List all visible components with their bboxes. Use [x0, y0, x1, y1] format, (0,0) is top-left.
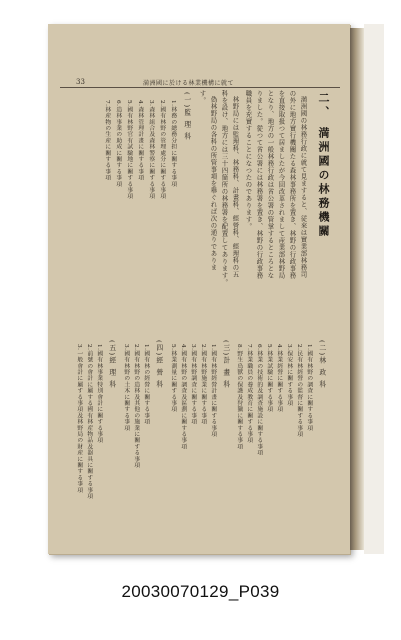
paragraph-line: す。 [198, 90, 207, 104]
kanri-item: 5.國有林野官有試驗地に關する事項 [125, 100, 132, 200]
ringyo-item: 3.保安林に關する事項 [285, 344, 292, 407]
ringyo-item: 4.林業經營に關する事項 [275, 344, 282, 413]
paragraph-line: 偽林野局の各科の所管事項を舉ぐれば次の通りでありま [209, 96, 218, 271]
page-edge [350, 28, 364, 550]
kanri-heading: (一)監 理 科 [182, 92, 191, 141]
keiri-item: 2.前號の會計に屬する國有林産物品及器具に關する事項 [85, 344, 92, 500]
keikaku-item: 3.國有林野調査に關する事項 [189, 344, 196, 425]
keiri-heading: (五)經 理 科 [107, 340, 116, 389]
ringyo-heading: (二)林 政 科 [317, 340, 326, 389]
paragraph-line: を直接取扱つて居ましたが今回改革されまして産業部林野局 [277, 90, 286, 279]
kanri-item: 1.林務の總務分担に關する事項 [169, 100, 176, 187]
kanri-item: 7.林産物の生産に關する事項 [103, 100, 110, 181]
kanri-item: 6.造林事業の助成に關する事項 [114, 100, 121, 187]
paragraph-line: 満洲國の林務行政に就て見ますると、従來は實業部林務司 [299, 96, 308, 278]
paragraph-line: 科を設け、地方には三十四箇所の林務署を配置してあります。 [220, 90, 229, 286]
keiei-heading: (四)經 營 科 [154, 340, 163, 389]
paragraph-line: となり、地方の一般林務行政は省公署の管掌するところとな [266, 90, 275, 279]
page-number: 33 [76, 78, 85, 86]
kanri-item: 4.森林管理計畫に關する事項 [136, 100, 143, 181]
image-caption: 20030070129_P039 [121, 582, 280, 601]
keikaku-item: 2.國有林野施業に關する事項 [199, 344, 206, 425]
ringyo-item: 8.野生鳥獸の保護及狩獵に關する事項 [235, 344, 242, 450]
keikaku-item: 4.國有林野の調査及區劃に關する事項 [179, 344, 186, 450]
ringyo-item: 5.林業試驗に關する事項 [265, 344, 272, 413]
keiri-item: 3.一般會計に屬する事項及林野局の財産に關する事項 [75, 344, 82, 493]
header-rule [60, 87, 340, 88]
keiei-item: 1.國有林の經營に關する事項 [142, 344, 149, 425]
ringyo-item: 6.林業の技術的及調査施設に關する事項 [255, 344, 262, 456]
ringyo-item: 2.民有林經營の監督に關する事項 [295, 344, 302, 438]
running-head: 満洲國に於ける林業機構に就て [143, 80, 235, 87]
paragraph-line: の外に地方實行機關たる森林事務所を置き、林野の行政事務 [288, 90, 297, 279]
paragraph-line: 職員を充實することになつたのであります。 [244, 90, 253, 230]
keiri-item: 1.國有林事業特別會計に關する事項 [95, 344, 102, 444]
kanri-item: 3.森林組合及森林警察に關する事項 [147, 100, 154, 200]
ringyo-item: 1.國有林野の調査に關する事項 [305, 344, 312, 431]
keikaku-item: 5.林業測量に關する事項 [169, 344, 176, 413]
paragraph-line: りました。從つて省公署には林務署を置き、林野の行政事務 [255, 90, 264, 279]
keiei-item: 3.國有林野の土木に關する事項 [122, 344, 129, 431]
kanri-item: 2.國有林野の管理處分に關する事項 [158, 100, 165, 200]
keikaku-heading: (三)計 畫 科 [221, 340, 230, 389]
paragraph-line: 林野局には監理科、林務科、計畫科、經營科、經理科の五 [231, 96, 240, 278]
section-title: 二、 満洲國の林務機關 [317, 92, 330, 239]
keiei-item: 2.國有林野の造林及其他の施業に關する事項 [132, 344, 139, 469]
keikaku-item: 1.國有林野經營計畫に關する事項 [209, 344, 216, 438]
ringyo-item: 7.林業職員の養成教育に關する事項 [245, 344, 252, 444]
book-spine [364, 24, 384, 554]
